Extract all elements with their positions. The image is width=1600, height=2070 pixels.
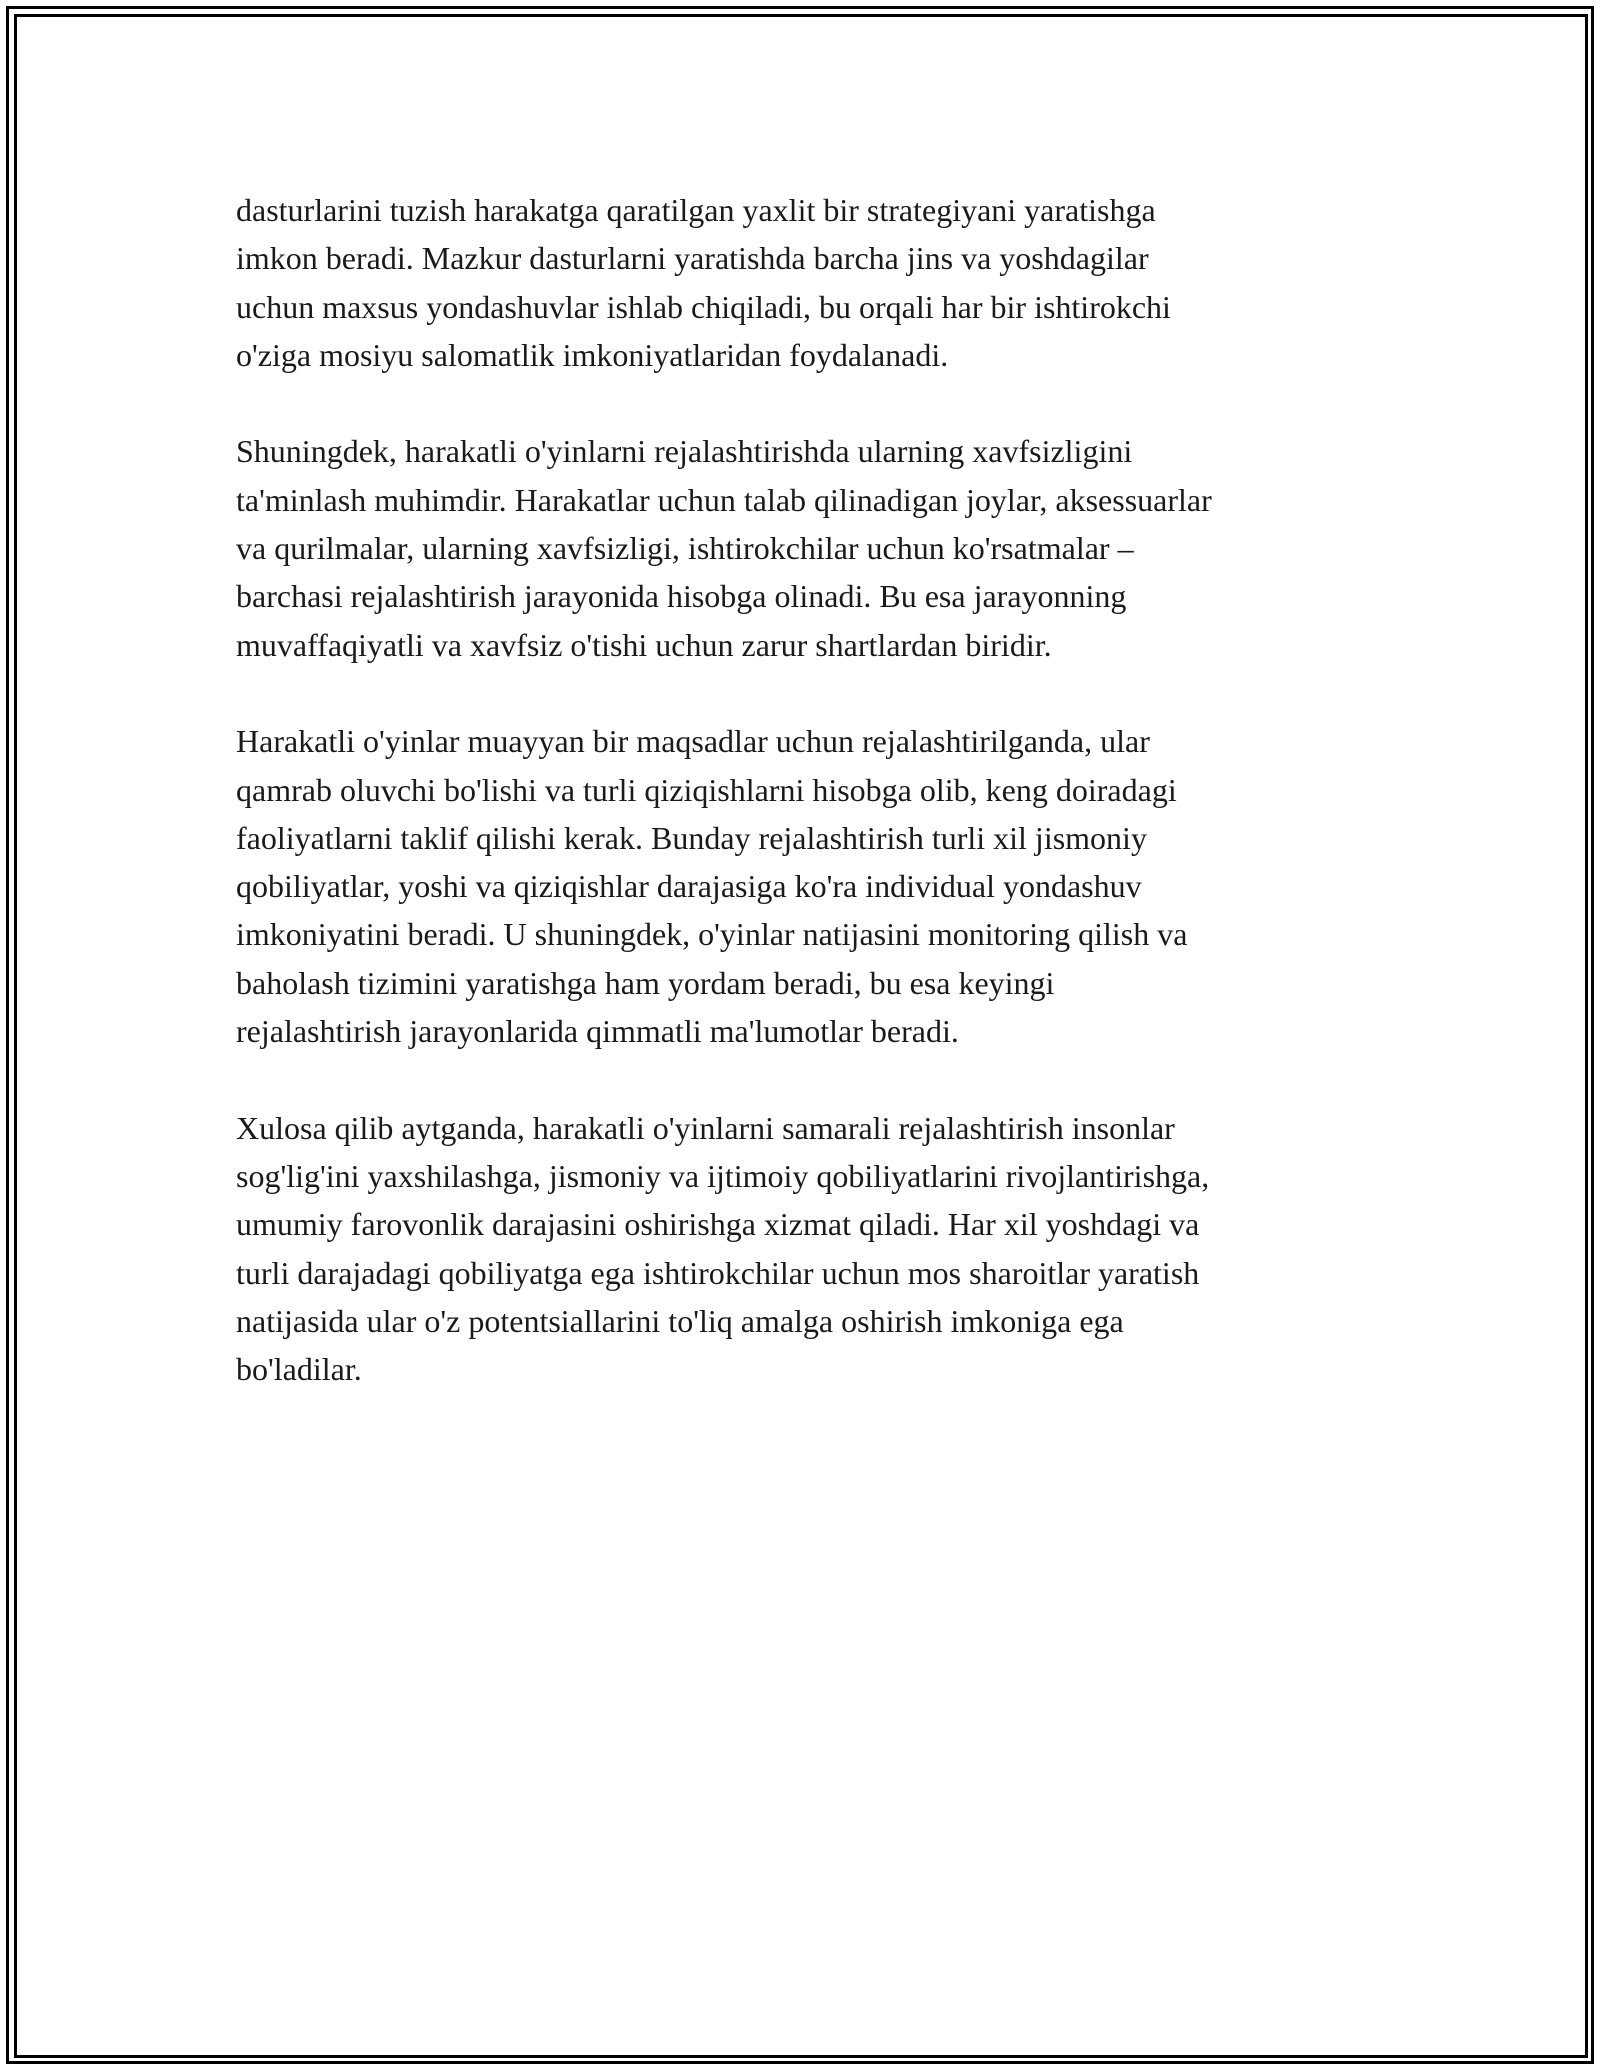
- text-line: dasturlarini tuzish harakatga qaratilgan yaxlit bir strategiyani yaratishga: [236, 192, 1156, 228]
- paragraph-4: [236, 1104, 1366, 1394]
- document-body: [236, 186, 1366, 1442]
- text-line: qamrab oluvchi bo'lishi va turli qiziqishlarni hisobga olib, keng doiradagi: [236, 771, 1177, 808]
- text-line: umumiy farovonlik darajasini oshirishga xizmat qiladi. Har xil yoshdagi va: [236, 1206, 1200, 1243]
- text-line: Harakatli o'yinlar muayyan bir maqsadlar uchun rejalashtirilganda, ular: [236, 723, 1150, 760]
- text-line: turli darajadagi qobiliyatga ega ishtirokchilar uchun mos sharoitlar yaratish: [236, 1254, 1200, 1291]
- text-line: barchasi rejalashtirish jarayonida hisobga olinadi. Bu esa jarayonning: [236, 578, 1127, 615]
- paragraph-3: [236, 717, 1366, 1055]
- text-line: imkon beradi. Mazkur dasturlarni yaratishda barcha jins va yoshdagilar: [236, 240, 1149, 277]
- text-line: natijasida ular o'z potentsiallarini to'liq amalga oshirish imkoniga ega: [236, 1302, 1124, 1339]
- text-line: bo'ladilar.: [236, 1351, 362, 1388]
- text-line: muvaffaqiyatli va xavfsiz o'tishi uchun zarur shartlardan biridir.: [236, 626, 1052, 663]
- text-line: uchun maxsus yondashuvlar ishlab chiqiladi, bu orqali har bir ishtirokchi: [236, 288, 1171, 325]
- text-line: rejalashtirish jarayonlarida qimmatli ma'lumotlar beradi.: [236, 1013, 959, 1050]
- text-line: imkoniyatini beradi. U shuningdek, o'yinlar natijasini monitoring qilish va: [236, 916, 1188, 953]
- text-line: faoliyatlarni taklif qilishi kerak. Bunday rejalashtirish turli xil jismoniy: [236, 819, 1147, 856]
- paragraph-1: [236, 186, 1366, 379]
- text-line: baholash tizimini yaratishga ham yordam beradi, bu esa keyingi: [236, 964, 1055, 1001]
- paragraph-2: [236, 427, 1366, 668]
- text-line: sog'lig'ini yaxshilashga, jismoniy va ijtimoiy qobiliyatlarini rivojlantirishga,: [236, 1157, 1210, 1194]
- text-line: Shuningdek, harakatli o'yinlarni rejalashtirishda ularning xavfsizligini: [236, 433, 1133, 470]
- text-line: o'ziga mosiyu salomatlik imkoniyatlaridan foydalanadi.: [236, 336, 949, 373]
- text-line: ta'minlash muhimdir. Harakatlar uchun talab qilinadigan joylar, aksessuarlar: [236, 481, 1212, 518]
- text-line: va qurilmalar, ularning xavfsizligi, ishtirokchilar uchun ko'rsatmalar –: [236, 530, 1134, 567]
- text-line: qobiliyatlar, yoshi va qiziqishlar darajasiga ko'ra individual yondashuv: [236, 868, 1142, 905]
- text-line: Xulosa qilib aytganda, harakatli o'yinlarni samarali rejalashtirish insonlar: [236, 1109, 1175, 1146]
